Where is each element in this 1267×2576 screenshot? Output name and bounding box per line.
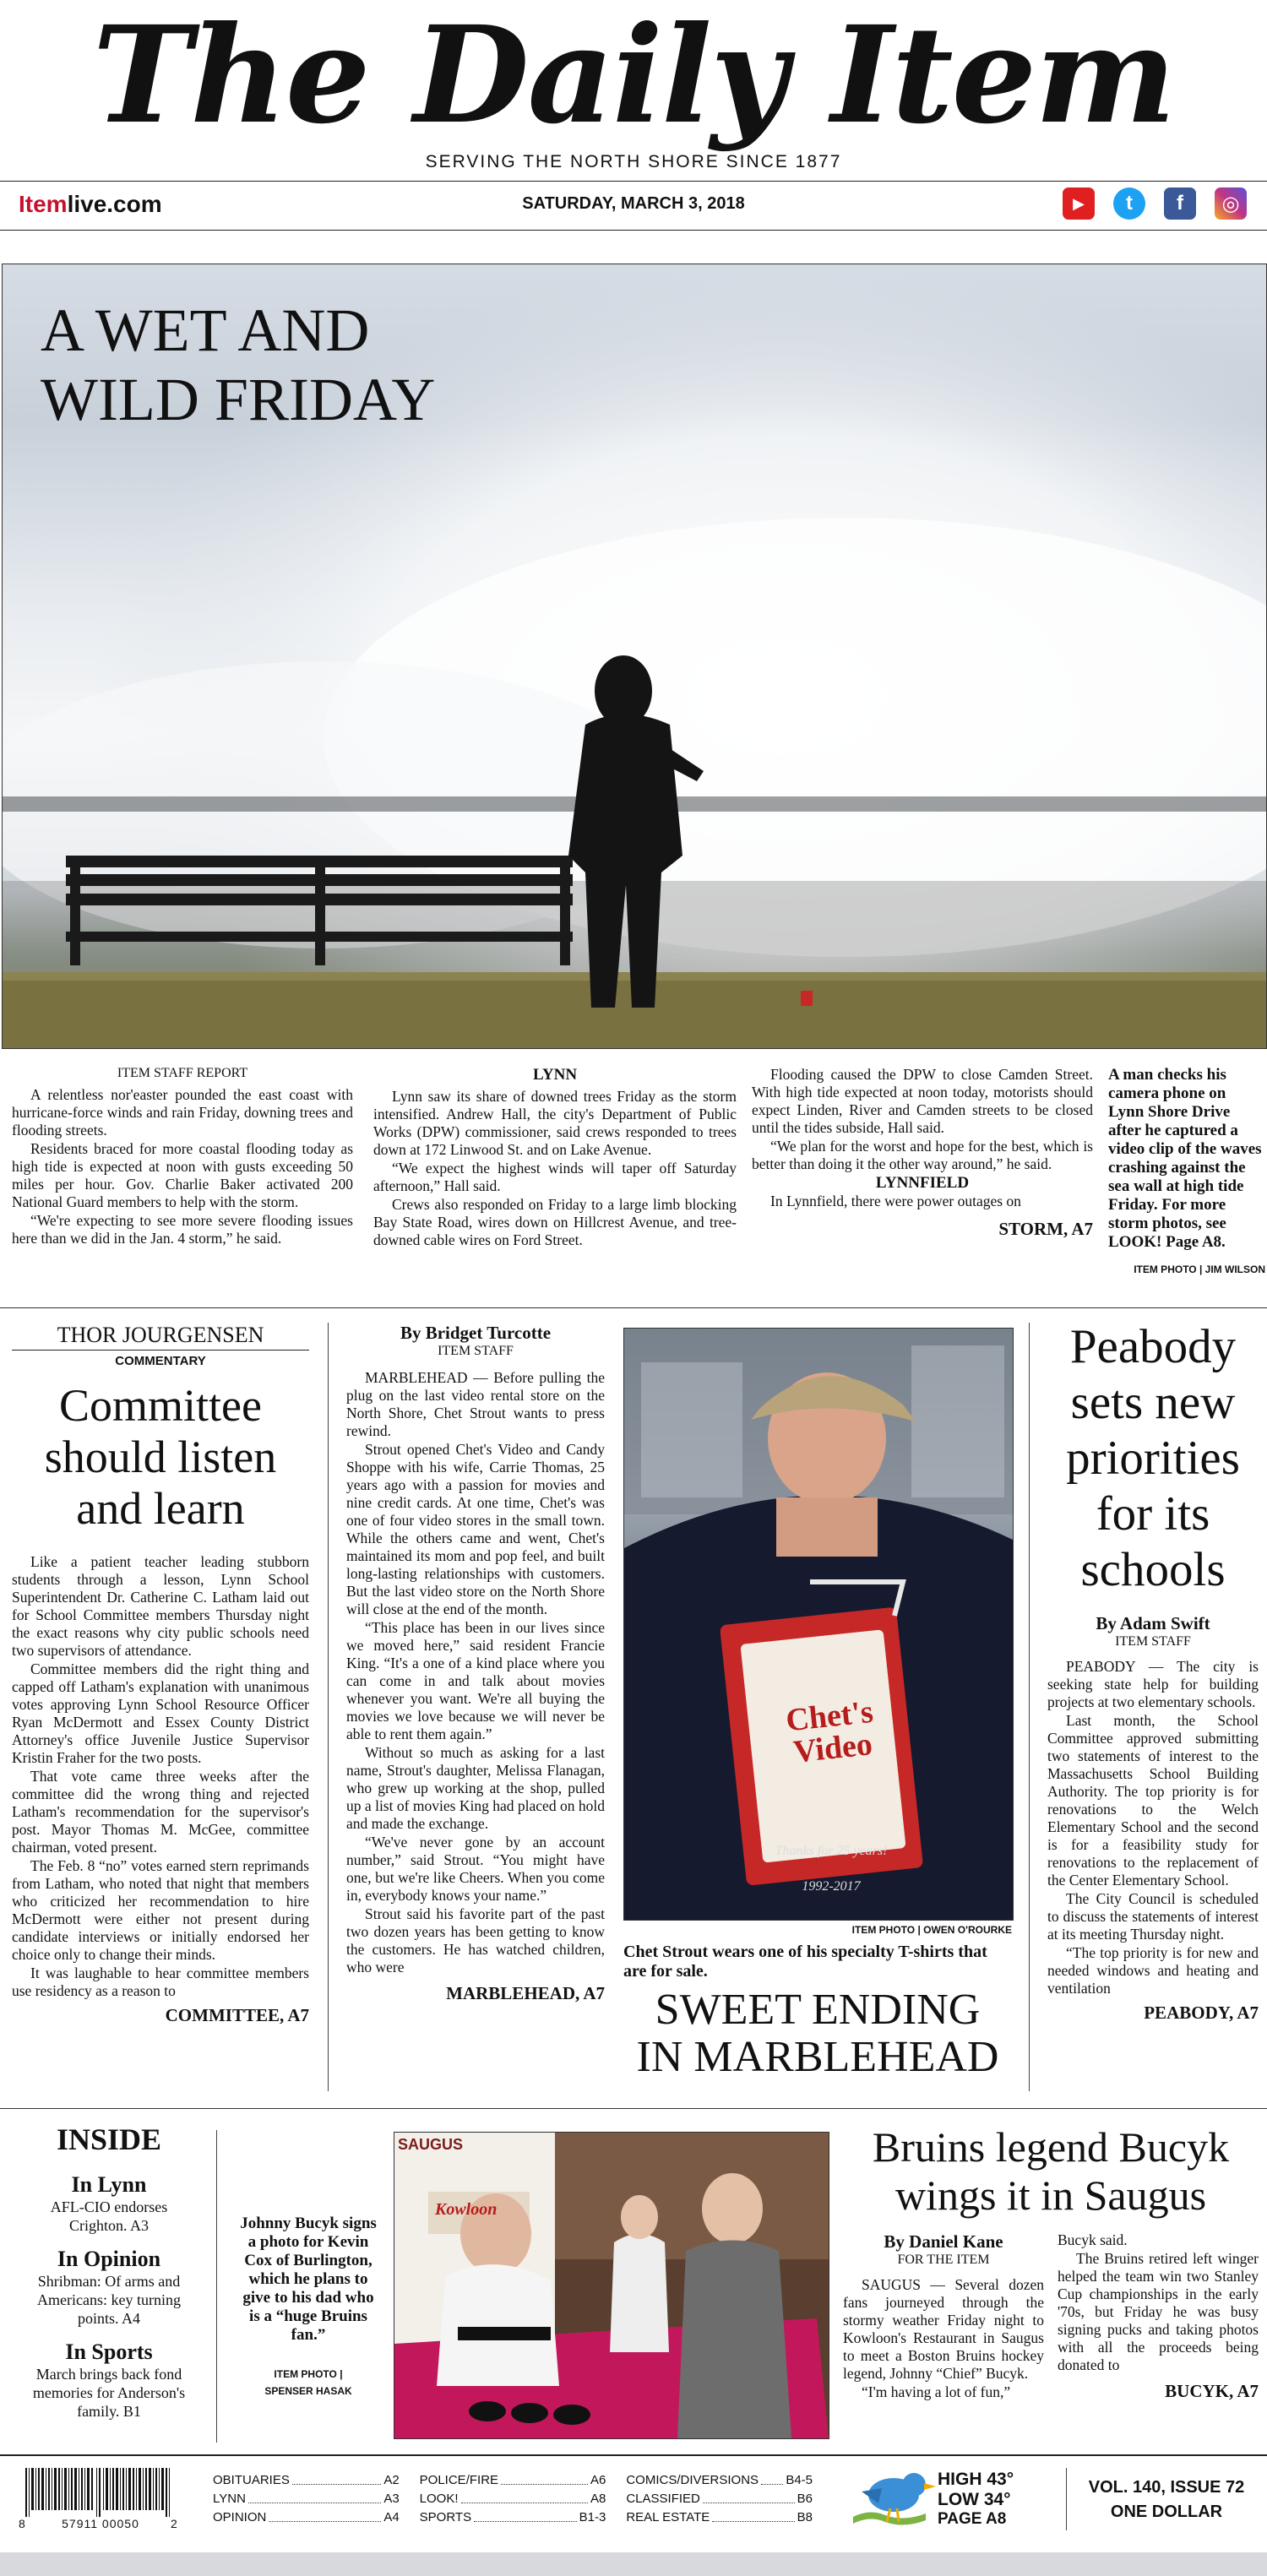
shirt-thanks: Thanks for 25 years!	[775, 1844, 888, 1858]
site-prefix: Item	[19, 191, 68, 217]
index-page: B4-5	[786, 2473, 813, 2487]
inside-item-text: Shribman: Of arms and Americans: key turning points. A4	[37, 2273, 181, 2327]
inside-item-heading: In Lynn	[71, 2172, 147, 2197]
marblehead-headline-line1: SWEET ENDING	[655, 1986, 981, 2034]
lead-col-1	[12, 1066, 353, 1248]
bucyk-photo-credit-1: ITEM PHOTO |	[274, 2368, 343, 2380]
peabody-headline: Peabody sets new priorities for its schools	[1066, 1320, 1240, 1596]
marblehead-byline: By Bridget Turcotte	[400, 1323, 552, 1343]
peabody-jump-link[interactable]: PEABODY, A7	[1144, 2003, 1259, 2023]
bucyk-caption-block	[237, 2215, 380, 2397]
marblehead-paragraph: MARBLEHEAD — Before pulling the plug on the last video rental store on the North Shore, Chet Strout wants to press rewind.	[346, 1369, 605, 1439]
marblehead-paragraph: “This place has been in our lives since we moved here,” said resident Francie King. “It's a one of a kind place where you can come in and talk about movies whenever you want. We're all buying the movies we love because we will never be able to rent them again.”	[346, 1619, 605, 1742]
lead-caption-block	[1108, 1066, 1265, 1275]
volume-info	[1073, 2478, 1260, 2522]
barcode-digits: 57911 00050	[62, 2517, 139, 2530]
index-name: OPINION	[213, 2510, 267, 2524]
index-entry[interactable]	[626, 2471, 813, 2490]
commentary-headline: Committee should listen and learn	[44, 1380, 277, 1534]
site-suffix: live.com	[67, 191, 162, 217]
lead-paragraph: In Lynnfield, there were power outages on	[770, 1193, 1021, 1209]
lead-col-2	[373, 1066, 737, 1250]
inside-item-text: March brings back fond memories for Anderson's family. B1	[32, 2366, 186, 2420]
inside-title: INSIDE	[56, 2122, 162, 2156]
barcode-left-digit: 8	[19, 2517, 25, 2530]
weather-box	[845, 2465, 1047, 2532]
storm-jump-link[interactable]: STORM, A7	[998, 1219, 1093, 1239]
marblehead-paragraph: Strout opened Chet's Video and Candy Shoppe with his wife, Carrie Thomas, 25 years ago with a passion for movies and nine credit cards. At one time, Chet's was one of four video stores in the small town. While the others came and went, Chet's maintained its mom and pop feel, and built long-lasting relationships with customers. But the last video store on the North Shore will close at the end of the month.	[346, 1441, 605, 1617]
newspaper-title: The Daily Item	[92, 0, 1175, 154]
index-entry[interactable]	[626, 2508, 813, 2527]
index-name: CLASSIFIED	[626, 2492, 700, 2506]
facebook-icon[interactable]: f	[1164, 187, 1196, 220]
index-name: POLICE/FIRE	[419, 2473, 499, 2487]
bucyk-paragraph: The Bruins retired left winger helped the team win two Stanley Cup championships in the early '70s, but Friday he was busy signing pucks and taking photos with all the proceeds being donated to	[1058, 2250, 1259, 2373]
commentary-paragraph: The Feb. 8 “no” votes earned stern reprimands from Latham, who noted that night that members who criticized her recommendation to hire McDermott were either not present during candidate interviews or initially endorsed her choice only to change their minds.	[12, 1857, 309, 1963]
lead-byline: ITEM STAFF REPORT	[117, 1066, 248, 1080]
inside-item[interactable]	[12, 2340, 206, 2421]
commentary-paragraph: That vote came three weeks after the committee did the wrong thing and rejected Latham's recommendation for the supervisor's post. Mayor Thomas M. McGee, committee chairman, voted present.	[12, 1768, 309, 1856]
index-entry[interactable]	[420, 2508, 606, 2527]
index-page: B6	[797, 2492, 813, 2506]
bucyk-photo	[394, 2132, 829, 2439]
index-entry[interactable]	[420, 2490, 606, 2508]
index-name: REAL ESTATE	[626, 2510, 710, 2524]
marblehead-jump-link[interactable]: MARBLEHEAD, A7	[446, 1983, 605, 2003]
commentary-paragraph: Committee members did the right thing and capped off Latham's explanation with unanimous votes approving Lynn School Resource Officer Ryan McDermott and Essex County District Attorney's office Juvenile Justice Supervisor Kristin Fraher for the two posts.	[12, 1660, 309, 1766]
inside-item-heading: In Sports	[65, 2340, 153, 2364]
shirt-logo	[773, 1694, 889, 1769]
lead-headline-line2: WILD FRIDAY	[41, 366, 436, 433]
index-entry[interactable]	[213, 2471, 400, 2490]
commentary-author: THOR JOURGENSEN	[12, 1323, 309, 1350]
bucyk-paragraph: SAUGUS — Several dozen fans journeyed through the stormy weather Friday night to Kowloon's Restaurant in Saugus to meet a Boston Bruins hockey legend, Johnny “Chief” Bucyk.	[843, 2276, 1044, 2382]
index-entry[interactable]	[626, 2490, 813, 2508]
index-page: A2	[383, 2473, 400, 2487]
lead-paragraph: “We're expecting to see more severe flooding issues here than we did in the Jan. 4 storm,” he said.	[12, 1212, 353, 1247]
commentary-paragraph: Like a patient teacher leading stubborn students through a lesson, Lynn School Superintendent Dr. Catherine C. Latham laid out for School Committee members Thursday night the exact reasons why city public schools need two supervisors of attendance.	[12, 1553, 309, 1659]
marblehead-paragraph: Without so much as asking for a last name, Strout's daughter, Melissa Flanagan, who grew up working at the shop, pulled up a list of movies King had placed on hold and made the exchange.	[346, 1744, 605, 1832]
index-page: B1-3	[579, 2510, 606, 2524]
lead-paragraph: “We expect the highest winds will taper off Saturday afternoon,” Hall said.	[373, 1160, 737, 1194]
index-page: B8	[797, 2510, 813, 2524]
lead-paragraph: Flooding caused the DPW to close Camden Street. With high tide expected at noon today, motorists should expect Linden, River and Camden streets to be closed until the tides subside, Hall said.	[752, 1066, 1093, 1136]
masthead	[0, 0, 1267, 173]
youtube-icon[interactable]: ▶	[1063, 187, 1095, 220]
section-index	[213, 2471, 813, 2527]
committee-jump-link[interactable]: COMMITTEE, A7	[165, 2005, 309, 2025]
barcode	[19, 2468, 179, 2534]
bucyk-photo-sign-brand: Kowloon	[435, 2200, 498, 2219]
bucyk-photo-art	[394, 2133, 829, 2438]
index-entry[interactable]	[213, 2508, 400, 2527]
bucyk-byline: By Daniel Kane	[884, 2231, 1003, 2252]
commentary-column	[12, 1323, 309, 2026]
shirt-logo-line2: Video	[791, 1726, 874, 1770]
peabody-staff: ITEM STAFF	[1115, 1634, 1191, 1649]
peabody-paragraph: “The top priority is for new and needed windows and heating and ventilation	[1047, 1944, 1259, 1997]
weather-high: HIGH 43°	[938, 2470, 1014, 2489]
bucyk-photo-caption: Johnny Bucyk signs a photo for Kevin Cox of Burlington, which he plans to give to his dad who is a “huge Bruins fan.”	[240, 2215, 377, 2344]
bucyk-paragraph: Bucyk said.	[1058, 2231, 1128, 2248]
index-page: A3	[383, 2492, 400, 2506]
bucyk-paragraph: “I'm having a lot of fun,”	[862, 2383, 1011, 2400]
bucyk-staff: FOR THE ITEM	[897, 2253, 990, 2267]
issue-date: SATURDAY, MARCH 3, 2018	[522, 194, 745, 213]
index-name: OBITUARIES	[213, 2473, 290, 2487]
lead-headline	[41, 296, 435, 434]
index-name: LOOK!	[419, 2492, 459, 2506]
weather-page: PAGE A8	[938, 2510, 1007, 2528]
inside-item[interactable]	[12, 2172, 206, 2235]
peabody-byline: By Adam Swift	[1096, 1613, 1210, 1633]
weather-low: LOW 34°	[938, 2490, 1011, 2509]
twitter-icon[interactable]: t	[1113, 187, 1145, 220]
index-page: A8	[590, 2492, 606, 2506]
index-name: SPORTS	[419, 2510, 472, 2524]
tagline: SERVING THE NORTH SHORE SINCE 1877	[425, 152, 842, 171]
index-name: COMICS/DIVERSIONS	[626, 2473, 759, 2487]
volume-issue: VOL. 140, ISSUE 72	[1088, 2478, 1245, 2497]
commentary-label: COMMENTARY	[115, 1354, 206, 1368]
inside-item[interactable]	[12, 2247, 206, 2328]
chet-photo-credit: ITEM PHOTO | OWEN O'ROURKE	[851, 1924, 1012, 1936]
price: ONE DOLLAR	[1110, 2503, 1223, 2521]
inside-item-text: AFL-CIO endorses Crighton. A3	[50, 2198, 168, 2234]
index-entry[interactable]	[420, 2471, 606, 2490]
bucyk-photo-credit-2: SPENSER HASAK	[264, 2385, 352, 2397]
shirt-years: 1992-2017	[802, 1879, 861, 1894]
chet-strout-photo	[623, 1328, 1014, 1921]
instagram-icon[interactable]: ◎	[1215, 187, 1247, 220]
bucyk-headline: Bruins legend Bucyk wings it in Saugus	[872, 2123, 1230, 2219]
weather-bird-icon	[845, 2466, 939, 2530]
marblehead-paragraph: “We've never gone by an account number,” said Strout. “You might have one, but we're like Cheers. When you come in, everybody knows your name.”	[346, 1834, 605, 1904]
marblehead-staff: ITEM STAFF	[438, 1344, 514, 1358]
peabody-paragraph: Last month, the School Committee approved submitting two statements of interest to the Massachusetts School Building Authority. The top priority is for renovations to the Welch Elementary School and the second is for a feasibility study for renovations to the replacement of the Center Elementary School.	[1047, 1712, 1259, 1889]
inside-box	[12, 2122, 206, 2421]
marblehead-headline	[623, 1986, 1012, 2081]
index-page: A4	[383, 2510, 400, 2524]
lead-col-3	[752, 1066, 1093, 1240]
lead-photo-credit: ITEM PHOTO | JIM WILSON	[1134, 1264, 1265, 1275]
index-page: A6	[590, 2473, 606, 2487]
chet-photo-caption: Chet Strout wears one of his specialty T-shirts that are for sale.	[623, 1943, 987, 1981]
inside-item-heading: In Opinion	[57, 2247, 161, 2271]
lead-subhead-lynnfield: LYNNFIELD	[875, 1174, 970, 1192]
marblehead-paragraph: Strout said his favorite part of the past two dozen years has been getting to know the customers. He has watched children, who were	[346, 1905, 605, 1975]
peabody-paragraph: PEABODY — The city is seeking state help for building projects at two elementary schools.	[1047, 1658, 1259, 1710]
lead-photo-caption: A man checks his camera phone on Lynn Shore Drive after he captured a video clip of the waves crashing against the sea wall at high tide Friday. For more storm photos, see LOOK! Page A8.	[1108, 1066, 1262, 1251]
chet-photo-art	[624, 1329, 1013, 1920]
barcode-bars	[25, 2468, 177, 2517]
lead-paragraph: Lynn saw its share of downed trees Friday as the storm intensified. Andrew Hall, the city's Department of Public Works (DPW) commissioner, said crews responded to trees down at 172 Linwood St. and on Lake Avenue.	[373, 1088, 737, 1158]
page-bottom-bar	[0, 2552, 1267, 2576]
lead-headline-line1: A WET AND	[41, 296, 370, 364]
bucyk-story	[843, 2123, 1259, 2402]
index-entry[interactable]	[213, 2490, 400, 2508]
barcode-right-digit: 2	[171, 2517, 177, 2530]
lead-paragraph: A relentless nor'easter pounded the east coast with hurricane-force winds and rain Friday, downing trees and flooding streets.	[12, 1086, 353, 1139]
bucyk-jump-link[interactable]: BUCYK, A7	[1165, 2381, 1259, 2401]
shirt-logo-line1: Chet's	[784, 1693, 875, 1739]
peabody-story	[1047, 1319, 1259, 2024]
lead-paragraph: Residents braced for more coastal flooding today as high tide is expected at noon with gusts exceeding 50 miles per hour. Gov. Charlie Baker activated 200 National Guard members to help with the storm.	[12, 1140, 353, 1210]
marblehead-headline-line2: IN MARBLEHEAD	[636, 2033, 999, 2081]
index-name: LYNN	[213, 2492, 246, 2506]
marblehead-story	[346, 1323, 605, 2004]
lead-paragraph: “We plan for the worst and hope for the best, which is better than doing it the other way around,” he said.	[752, 1138, 1093, 1172]
lead-paragraph: Crews also responded on Friday to a large limb blocking Bay State Road, wires down on Hillcrest Avenue, and tree-downed cable wires on Ford Street.	[373, 1196, 737, 1248]
lead-subhead-lynn: LYNN	[532, 1066, 578, 1084]
bucyk-photo-sign: SAUGUS	[398, 2136, 464, 2153]
peabody-paragraph: The City Council is scheduled to discuss the statements of interest at its meeting Thursday night.	[1047, 1890, 1259, 1943]
commentary-paragraph: It was laughable to hear committee members use residency as a reason to	[12, 1965, 309, 1999]
